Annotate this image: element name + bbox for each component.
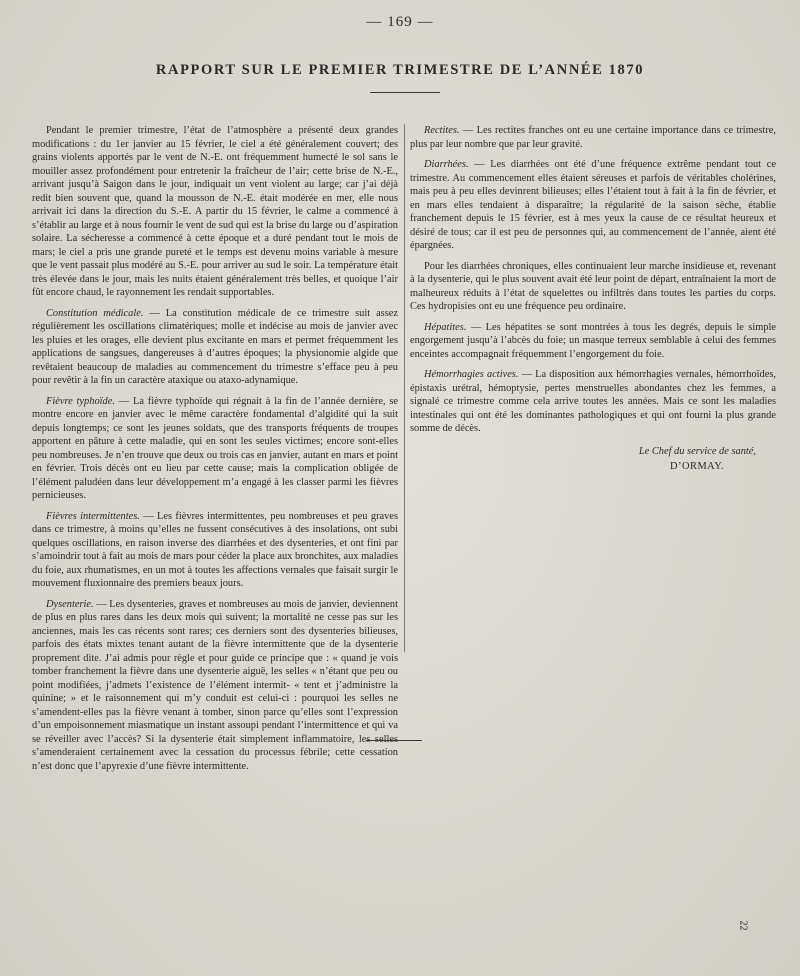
section-heading: Dysenterie.	[46, 598, 94, 610]
paragraph-text: — La disposition aux hémorrhagies vernales, hémorrhoïdes, épistaxis urétral, hémoptysie, pertes menstruelles abondantes chez les femmes, a signalé ce trimestre comme cela arrive toutes les années. Mais ce sont les maladies intestinales qui ont été les dominantes pathologiques et qui ont fourni la plus grande somme de décès.	[410, 369, 776, 434]
section-heading: Hémorrhagies actives.	[424, 369, 519, 380]
paragraph-fevers	[32, 510, 398, 591]
paragraph-rectites	[410, 124, 776, 151]
page-number: — 169 —	[366, 14, 434, 30]
paragraph-text: — Les fièvres intermittentes, peu nombreuses et peu graves dans ce trimestre, à moins qu’elles ne fussent consécutives à des insolations, ont subi quelques oscillations, en raison inverse des diarrhées et des dysenteries, et ont fini par s’amoindrir tout à fait au mois de mars pour céder la place aux bronchites, aux maladies du foie, aux rhumatismes, en un mot à toutes les affections vernales que faisait surgir le mouvement fluxionnaire des premiers beaux jours.	[32, 510, 398, 589]
title-rule	[370, 92, 440, 93]
column-divider	[404, 124, 405, 652]
section-heading: Hépatites.	[424, 321, 467, 333]
paragraph-text: — Les dysenteries, graves et nombreuses au mois de janvier, deviennent de plus en plus rares dans les deux mois qui suivent; la mortalité ne cesse pas sur les anciennes, mais les cas récents sont rares; ces derniers sont des dysenteries bilieuses, parfois des états mixtes tenant autant de la fièvre intermittente que de la dysenterie proprement dite. J’ai admis pour règle et pour guide ce principe que : « quand je vois tomber franchement la fièvre dans une dysenterie aiguë, les selles « n’étant que peu ou point modifiées, j’admets l’existence de l’élément intermit- « tent et j’administre la quinine; » et le raisonnement qui m’y conduit est celui-ci : pourquoi les selles ne s’amendent-elles pas la fièvre venant à tomber, sinon parce qu’elles sont l’expression d’un empoisonnement miasmatique un instant assoupi pendant l’intermittence et qui va se réveiller avec l’accès? Si la dysenterie était simplement inflammatoire, les selles s’amenderaient certainement avec la cessation du processus fébrile; cette cessation n’est donc que l’apyrexie d’une fièvre intermittente.	[32, 598, 398, 772]
paragraph-hemorrhagies	[410, 368, 776, 436]
section-heading: Fièvre typhoïde.	[46, 395, 115, 407]
paragraph-diarrhees	[410, 158, 776, 253]
section-heading: Diarrhées.	[424, 159, 469, 170]
paragraph-text: — Les rectites franches ont eu une certaine importance dans ce trimestre, plus par leur nombre que par leur gravité.	[410, 125, 776, 150]
section-heading: Constitution médicale.	[46, 307, 144, 319]
paragraph-typhoid	[32, 395, 398, 503]
signature-role: Le Chef du service de santé,	[638, 445, 756, 457]
section-heading: Rectites.	[424, 125, 460, 136]
paragraph-text: — La constitution médicale de ce trimestre suit assez régulièrement les oscillations climatériques; molle et indécise au mois de janvier avec les pluies et les orages, elle devient plus excitante en mars et permet fréquemment les applications de sangsues, dangereuses à d’autres époques; la physionomie algide que revêtaient beaucoup de maladies au commencement du trimestre s’efface peu à peu pour revêtir à la fin un caractère ataxique ou ataxo-adynamique.	[32, 307, 398, 386]
closing-rule	[366, 740, 422, 741]
text-column-left	[32, 124, 398, 780]
signature-block	[410, 444, 776, 474]
paragraph-chronic-diarrhees: Pour les diarrhées chroniques, elles continuaient leur marche insidieuse et, revenant à la dysenterie, qui le plus souvent avait été leur point de départ, entraînaient la mort de malheureux réduits à l’état de squelettes ou infiltrés dans toutes les parties du corps. Ces hydropisies ont eu une fréquence peu ordinaire.	[410, 260, 776, 312]
text-column-right	[410, 124, 776, 474]
signature-name: D’ORMAY.	[670, 460, 724, 472]
section-heading: Fièvres intermittentes.	[46, 510, 140, 522]
sheet-signature-mark: 22	[737, 920, 749, 931]
paragraph-dysentery	[32, 598, 398, 774]
paragraph-text: — La fièvre typhoïde qui régnait à la fin de l’année dernière, se montre encore en janvier avec le même caractère fondamental d’algidité qui la suit depuis longtemps; ce sont les jeunes soldats, que des transports fréquents de troupes apportent en pâture à cette maladie, qui en sont les seules victimes; encore sont-elles peu nombreuses. Je n’en trouve que deux ou trois cas en janvier, autant en mars et point en février. Trois décès ont eu lieu par cette cause; mais la complication obligée de l’élément paludéen dans leur développement m’a engagé à les classer parmi les fièvres pernicieuses.	[32, 395, 399, 501]
paragraph-hepatites	[410, 321, 776, 362]
paragraph-atmosphere: Pendant le premier trimestre, l’état de l’atmosphère a présenté deux grandes modifications : du 1er janvier au 15 février, le ciel a été généralement couvert; des grains violents apportés par le vent de N.-E. ont fréquemment humecté le sol sans le mouiller assez profondément pour entretenir la fraîcheur de l’air; cette brise de N.-E., arrivant jusqu’à Saigon dans le jour, indiquait un vent violent au large; car j’ai déjà redit bien souvent que, quand la mousson de N.-E. était modérée en mer, elle nous arrivait ici dans la direction du S.-E. A partir du 15 février, le calme a commencé à s’établir au large et à nous fournir le vent de sud qui est la brise du large ou d’aspiration solaire. La sécheresse a commencé à cette époque et a duré pendant tout le mois de mars; le ciel a pris une grande pureté et le temps est devenu moins variable à mesure que le vent passait plus modéré au S.-E. pour arriver au sud le soir. La température était très élevée dans le jour, mais les nuits étaient généralement très belles, et quoique l’air fût encore chaud, le rayonnement les rendait supportables.	[32, 125, 398, 298]
report-title: RAPPORT SUR LE PREMIER TRIMESTRE DE L’ANNÉE 1870	[155, 62, 645, 78]
paragraph-text: — Les diarrhées ont été d’une fréquence extrême pendant tout ce trimestre. Au commencement elles étaient séreuses et parfois de véritables cholérines, mais peu à peu elles devinrent bilieuses; elles l’étaient tout à fait à la fin de février, et en mars elles tendaient à disparaître; la régularité de la saison sèche, établie franchement depuis le 15 février, est à mes yeux la cause de ce résultat heureux et désiré de tous; car il est peu de personnes qui, au commencement de l’année, aient été épargnées.	[410, 159, 776, 251]
paragraph-constitution	[32, 307, 398, 388]
paragraph-text: — Les hépatites se sont montrées à tous les degrés, depuis le simple engorgement jusqu’à l’abcès du foie; un masque terreux semblable à celui des femmes enceintes accompagnait fréquemment l’engorgement du foie.	[410, 321, 776, 360]
